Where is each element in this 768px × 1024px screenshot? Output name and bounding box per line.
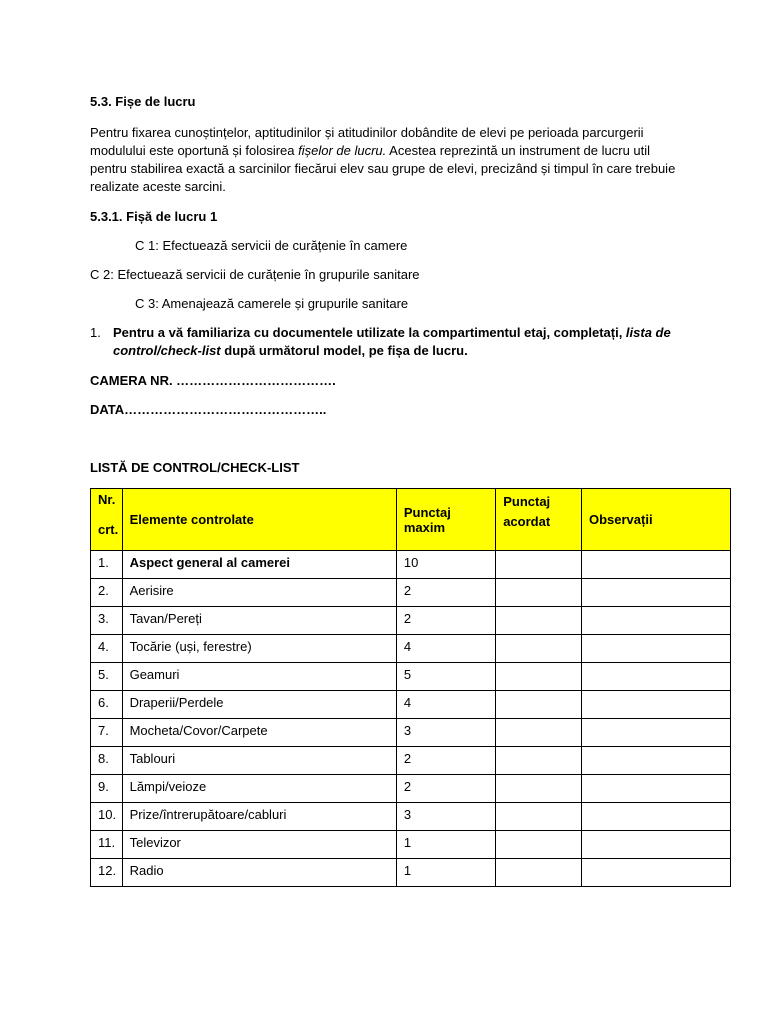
table-row [91,831,731,859]
header-awarded-score [496,489,582,551]
table-row [91,635,731,663]
cell-nr: 5. [91,663,123,691]
table-title: LISTĂ DE CONTROL/CHECK-LIST [90,460,300,475]
cell-element: Draperii/Perdele [122,691,396,719]
camera-number-line: CAMERA NR. ………………………………. [90,373,336,388]
cell-element: Tablouri [122,747,396,775]
section-heading: 5.3. Fișe de lucru [90,94,196,109]
cell-awarded[interactable] [496,663,582,691]
cell-max: 1 [396,859,495,887]
table-header-row [91,489,731,551]
cell-awarded[interactable] [496,607,582,635]
cell-element: Tocărie (uși, ferestre) [122,635,396,663]
cell-element: Lămpi/veioze [122,775,396,803]
cell-max: 2 [396,607,495,635]
cell-nr: 11. [91,831,123,859]
cell-observations[interactable] [581,859,730,887]
header-nr [91,489,123,551]
cell-max: 2 [396,747,495,775]
cell-nr: 3. [91,607,123,635]
cell-observations[interactable] [581,663,730,691]
cell-max: 1 [396,831,495,859]
cell-nr: 9. [91,775,123,803]
header-observations: Observații [581,489,730,551]
table-row [91,663,731,691]
intro-text-start: Pentru fixarea cunoștințelor, aptitudinilor și atitudinilor dobândite de elevi pe perioada parcurgerii modulului este oportună și folosirea [90,125,644,158]
instruction-text [113,324,673,360]
cell-awarded[interactable] [496,775,582,803]
cell-element: Geamuri [122,663,396,691]
cell-nr: 10. [91,803,123,831]
cell-observations[interactable] [581,551,730,579]
cell-element: Mocheta/Covor/Carpete [122,719,396,747]
date-line: DATA……………………………………….. [90,402,327,417]
cell-nr: 6. [91,691,123,719]
cell-max: 2 [396,775,495,803]
table-row [91,607,731,635]
cell-observations[interactable] [581,719,730,747]
cell-nr: 4. [91,635,123,663]
cell-awarded[interactable] [496,719,582,747]
cell-max: 4 [396,635,495,663]
checklist-table [90,488,731,887]
cell-max: 3 [396,719,495,747]
cell-observations[interactable] [581,691,730,719]
cell-max: 4 [396,691,495,719]
intro-text-end: Acestea reprezintă un instrument de lucru util pentru stabilirea exactă a sarcinilor fiecărui elev sau grupe de elevi, precizând și timpul în care trebuie realizate aceste sarcini. [90,143,676,194]
table-row [91,775,731,803]
table-row [91,691,731,719]
header-max-score: Punctaj maxim [396,489,495,551]
table-row [91,551,731,579]
instruction-text-italic: lista de control/check-list [113,325,671,358]
cell-awarded[interactable] [496,579,582,607]
intro-paragraph [90,124,680,196]
header-elements: Elemente controlate [122,489,396,551]
table-row [91,747,731,775]
header-nr-line1: Nr. [98,492,116,507]
cell-element: Tavan/Pereți [122,607,396,635]
cell-element: Prize/întrerupătoare/cabluri [122,803,396,831]
cell-observations[interactable] [581,831,730,859]
cell-observations[interactable] [581,775,730,803]
instruction-number: 1. [90,325,101,340]
cell-observations[interactable] [581,747,730,775]
instruction-text-end: după următorul model, pe fișa de lucru. [220,343,468,358]
cell-max: 3 [396,803,495,831]
cell-awarded[interactable] [496,803,582,831]
cell-observations[interactable] [581,803,730,831]
instruction-text-start: Pentru a vă familiariza cu documentele utilizate la compartimentul etaj, completați, [113,325,626,340]
cell-nr: 7. [91,719,123,747]
cell-max: 10 [396,551,495,579]
intro-text-italic: fișelor de lucru. [298,143,387,158]
cell-awarded[interactable] [496,635,582,663]
cell-observations[interactable] [581,607,730,635]
cell-awarded[interactable] [496,747,582,775]
header-awarded-label: Punctaj acordat [503,494,551,529]
competence-c2: C 2: Efectuează servicii de curățenie în grupurile sanitare [90,267,420,282]
table-row [91,859,731,887]
competence-c3: C 3: Amenajează camerele și grupurile sanitare [135,296,409,311]
cell-max: 2 [396,579,495,607]
cell-nr: 12. [91,859,123,887]
table-row [91,803,731,831]
cell-max: 5 [396,663,495,691]
cell-awarded[interactable] [496,691,582,719]
cell-awarded[interactable] [496,859,582,887]
table-row [91,579,731,607]
cell-observations[interactable] [581,579,730,607]
cell-element: Radio [122,859,396,887]
cell-nr: 1. [91,551,123,579]
cell-nr: 2. [91,579,123,607]
cell-element: Aerisire [122,579,396,607]
cell-awarded[interactable] [496,551,582,579]
cell-observations[interactable] [581,635,730,663]
competence-c1: C 1: Efectuează servicii de curățenie în camere [135,238,408,253]
cell-nr: 8. [91,747,123,775]
cell-awarded[interactable] [496,831,582,859]
header-nr-line2: crt. [98,522,119,537]
table-row [91,719,731,747]
cell-element: Aspect general al camerei [122,551,396,579]
sub-heading: 5.3.1. Fișă de lucru 1 [90,209,218,224]
cell-element: Televizor [122,831,396,859]
